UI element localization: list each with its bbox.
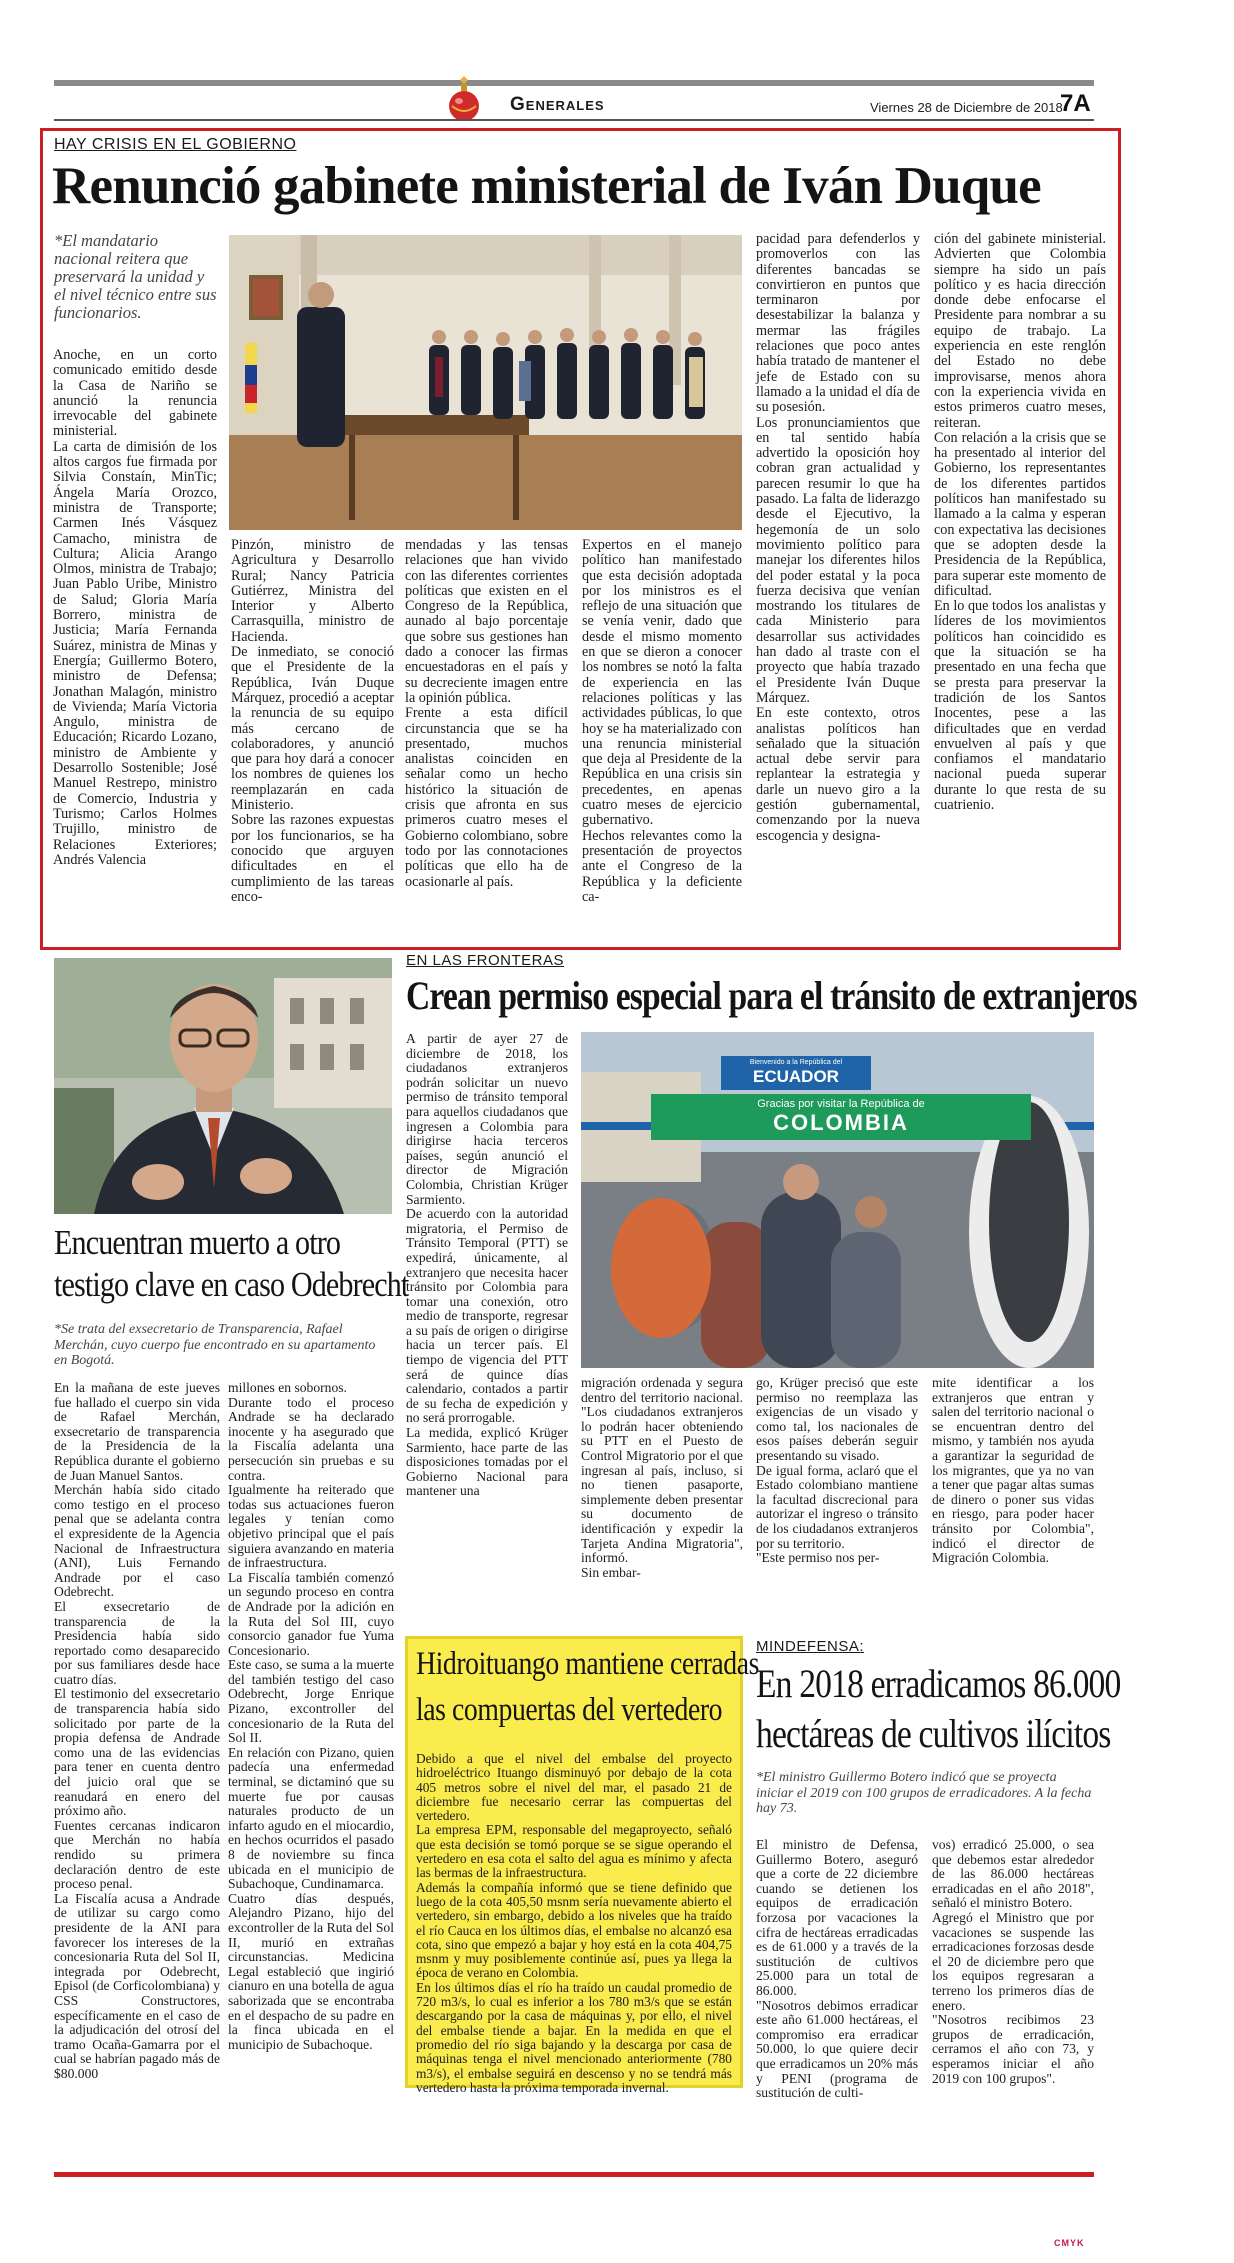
merchan-photo: [54, 958, 392, 1214]
sign-colombia-big: COLOMBIA: [773, 1110, 909, 1135]
mindefensa-col-1: El ministro de Defensa, Guillermo Botero, aseguró que a corte de 22 diciembre cuando se detienen los equipos de erradicación forzosa por vacaciones la cifra de hectáreas erradicadas es de 61.000 y a través de la sustitución de cultivos 25.000 para un total de 86.000. "Nosotros debimos erradicar este año 61.000 hectáreas, el compromiso era erradicar 50.000, lo que quiere decir que erradicamos un 20% más y PENI (programa de sustitución de culti-: [756, 1837, 918, 2101]
main-story-col-6: ción del gabinete ministerial. Advierten que Colombia siempre ha sido un país político y es hacia dirección donde debe enfocarse el Presidente para nombrar a su equipo de trabajo. La experiencia en este renglón del Estado no debe improvisarse, menos ahora con la experiencia vivida en estos primeros cuatro meses, reiteran. Con relación a la crisis que se ha presentado al interior del Gobierno, los representantes de los diferentes partidos políticos han manifestado su llamado a la calma y esperan con expectativa las decisiones que se adopten desde la Presidencia de la República, para superar este momento de dificultad. En lo que todos los analistas y líderes de los movimientos políticos han coincidido es que la situación se ha presentado en una fecha que se presta para preservar la tradición de los Santos Inocentes, pese a las dificultades que en verdad envuelven al país y que confiamos el mandatario nacional pueda superar durante lo que resta de su cuatrienio.: [934, 231, 1106, 813]
main-story-kicker: HAY CRISIS EN EL GOBIERNO: [54, 136, 297, 153]
main-story-lead: *El mandatario nacional reitera que preservará la unidad y el nivel técnico entre sus funcionarios.: [54, 231, 217, 322]
main-story-col-3: mendadas y las tensas relaciones que han vivido con las diferentes corrientes políticas que existen en el Congreso de la República, aunado al bajo porcentaje que sobre sus gestiones han dado a conocer las firmas encuestadoras en el país y su decreciente imagen entre la opinión pública. Frente a esta difícil circunstancia que se ha presentado, muchos analistas coinciden en señalar como un hecho histórico la situación de crisis que afronta en sus primeros cuatro meses el Gobierno colombiano, sobre todo por las connotaciones políticas que ello ha de ocasionarle al país.: [405, 537, 568, 890]
main-story-col-2: Pinzón, ministro de Agricultura y Desarrollo Rural; Nancy Patricia Gutiérrez, Ministra del Interior y Alberto Carrasquilla, ministro de Hacienda. De inmediato, se conoció que el Presidente de la República, Iván Duque Márquez, procedió a aceptar la renuncia de su equipo más cercano de colaboradores, y anunció que para hoy dará a conocer los nombres de quienes los reemplazarán en cada Ministerio. Sobre las razones expuestas por los funcionarios, se ha conocido que arguyen dificultades en el cumplimiento de las tareas enco-: [231, 537, 394, 905]
mindefensa-lead: *El ministro Guillermo Botero indicó que se proyecta iniciar el 2019 con 100 grupos de erradicadores. A la fecha hay 73.: [756, 1770, 1092, 1816]
issue-date: Viernes 28 de Diciembre de 2018: [870, 100, 1063, 115]
frontera-col-4: mite identificar a los extranjeros que entran y salen del territorio nacional o se encuentran dentro del mismo, y también nos ayuda a garantizar la seguridad de los migrantes, que ya no van a tener que pagar altas sumas de dinero o poner sus vidas en riesgo, para poder hacer tránsito por Colombia", indicó el director de Migración Colombia.: [932, 1375, 1094, 1566]
main-story-headline: Renunció gabinete ministerial de Iván Duque: [52, 157, 1041, 215]
footer-rule: [54, 2172, 1094, 2177]
odebrecht-col-2: millones en sobornos. Durante todo el proceso Andrade se ha declarado inocente y ha asegurado que la Fiscalía adelanta una persecución sin pruebas e su contra. Igualmente ha reiterado que todas sus actuaciones fueron legales y tenían como objetivo principal que el país siguiera avanzando en materia de infraestructura. La Fiscalía también comenzó un segundo proceso en contra de Andrade por la adición en la Ruta del Sol III, cuyo consorcio ganador fue Yuma Concesionario. Este caso, se suma a la muerte del también testigo del caso Odebrecht, Jorge Enrique Pizano, excontroller del concesionario de la Ruta del Sol II. En relación con Pizano, quien padecía una enfermedad terminal, se dictaminó que su muerte fue por causas naturales producto de un infarto agudo en el miocardio, en hechos ocurridos el pasado 8 de noviembre su finca ubicada en el municipio de Subachoque, Cundinamarca. Cuatro días después, Alejandro Pizano, hijo del excontroller de la Ruta del Sol II, murió en extrañas circunstancias. Medicina Legal estableció que ingirió cianuro en una botella de agua saborizada que se encontraba en el despacho de su padre en la finca ubicada en el municipio de Subachoque.: [228, 1380, 394, 2052]
odebrecht-col-1: En la mañana de este jueves fue hallado el cuerpo sin vida de Rafael Merchán, exsecretario de transparencia de la Presidencia de la República durante el gobierno de Juan Manuel Santos. Merchán había sido citado como testigo en el proceso penal que se adelanta contra el expresidente de la Agencia Nacional de Infraestructura (ANI), Luis Fernando Andrade por el caso Odebrecht. El exsecretario de transparencia de la Presidencia había sido reportado como desaparecido por sus familiares desde hace cuatro días. El testimonio del exsecretario de transparencia había sido solicitado por parte de la propia defensa de Andrade como una de las evidencias para tener en cuenta dentro del juicio oral que se reanudará en enero del próximo año. Fuentes cercanas indicaron que Merchán no había rendido su primera declaración dentro de este proceso penal. La Fiscalía acusa a Andrade de utilizar su cargo como presidente de la ANI para favorecer los intereses de la concesionaria Ruta del Sol II, integrada por Odebrecht, Episol (de Corficolombiana) y CSS Constructores, específicamente en el caso de la adjudicación del otrosí del tramo Ocaña-Gamarra por el cual se habrían pagado más de $80.000: [54, 1380, 220, 2081]
sign-ecuador: [721, 1056, 871, 1090]
odebrecht-headline-2: testigo clave en caso Odebrecht: [54, 1265, 409, 1304]
odebrecht-headline-1: Encuentran muerto a otro: [54, 1223, 341, 1262]
header-top-rule: [54, 80, 1094, 86]
sign-ecuador-small: Bienvenido a la República del: [749, 1059, 843, 1066]
section-name: Generales: [510, 94, 605, 115]
cmyk-mark: CMYK: [1054, 2238, 1085, 2248]
frontera-col-2: migración ordenada y segura dentro del territorio nacional. "Los ciudadanos extranjeros lo podrán hacer obteniendo su PTT en el Puesto de Control Migratorio por el que ingresan al país, incluso, si no tienen pasaporte, simplemente deben presentar su documento de identificación y expedir la Tarjeta Andina Migratoria", informó. Sin embar-: [581, 1375, 743, 1580]
frontera-col-3: go, Krüger precisó que este permiso no reemplaza las exigencias de un visado y como tal, los nacionales de esos países deberán seguir presentando su visado. De igual forma, aclaró que el Estado colombiano mantiene la facultad discrecional para autorizar el ingreso o tránsito de los ciudadanos extranjeros por su territorio. "Este permiso nos per-: [756, 1375, 918, 1566]
sign-ecuador-big: ECUADOR: [753, 1067, 839, 1086]
frontera-col-1: A partir de ayer 27 de diciembre de 2018, los ciudadanos extranjeros podrán solicitar un nuevo permiso de tránsito temporal para aquellos ciudadanos que ingresen a Colombia para dirigirse hacia terceros países, según anunció el director de Migración Colombia, Christian Krüger Sarmiento. De acuerdo con la autoridad migratoria, el Permiso de Tránsito Temporal (PTT) se expedirá, únicamente, al extranjero que necesita hacer tránsito por Colombia para tomar una conexión, otro medio de transporte, regresar a su país de origen o dirigirse hacia un tercer país. El tiempo de vigencia del PTT será de quince días calendario, contados a partir de su fecha de expedición y no será prorrogable. La medida, explicó Krüger Sarmiento, hace parte de las disposiciones tomadas por el Gobierno Nacional para mantener una: [406, 1031, 568, 1499]
ornament-icon: [446, 76, 482, 124]
mindefensa-headline-1: En 2018 erradicamos 86.000: [756, 1661, 1121, 1706]
page-number: 7A: [1060, 90, 1091, 117]
header-bottom-rule: [54, 119, 1094, 121]
sign-colombia-small: Gracias por visitar la República de: [757, 1098, 925, 1110]
frontera-kicker: EN LAS FRONTERAS: [406, 952, 565, 969]
border-photo: [581, 1032, 1094, 1368]
sign-colombia: [651, 1094, 1031, 1140]
hidro-body: Debido a que el nivel del embalse del proyecto hidroeléctrico Ituango disminuyó por debajo de la cota 405 metros sobre el nivel del mar, el pasado 21 de diciembre fue necesario cerrar las compuertas del vertedero. La empresa EPM, responsable del megaproyecto, señaló que esta decisión se tomó porque se se sigue operando el vertedero en esa cota el salto del agua es mínimo y afecta las bermas de la infraestructura. Además la compañía informó que se tiene definido que luego de la cota 405,50 msnm sería nuevamente abierto el vertedero, sin embargo, debido a los niveles que ha traído el río Cauca en los últimos días, el embalse no alcanzó esa cota, sino que empezó a bajar y hoy está en la cota 404,75 msnm y muy posiblemente continúe así, pues ya llega la época de verano en Colombia. En los últimos días el río ha traído un caudal promedio de 720 m3/s, lo cual es inferior a los 780 m3/s que se están descargando por la casa de máquinas y, por ello, el nivel del embalse tiende a bajar. En la medida en que el promedio del río siga bajando y la descarga por casa de máquinas tenga el nivel mencionado anteriormente (780 m3/s), el embalse seguirá en descenso y no se tendrá más vertedero hasta la próxima temporada invernal.: [416, 1751, 732, 2095]
hidro-headline-2: las compuertas del vertedero: [416, 1692, 723, 1728]
mindefensa-col-2: vos) erradicó 25.000, o sea que debemos estar alrededor de las 86.000 hectáreas erradicadas en el año 2018", señaló el ministro Botero. Agregó el Ministro que por vacaciones se suspende las erradicaciones forzosas desde el 20 de diciembre pero que los equipos regresaran a terreno los primeros días de enero. "Nosotros recibimos 23 grupos de erradicación, cerramos el año con 73, y esperamos iniciar el año 2019 con 100 grupos".: [932, 1837, 1094, 2086]
main-story-col-1: Anoche, en un corto comunicado emitido desde la Casa de Nariño se anunció la renuncia irrevocable del gabinete ministerial. La carta de dimisión de los altos cargos fue firmada por Silvia Constaín, MinTic; Ángela María Orozco, ministra de Transporte; Carmen Inés Vásquez Camacho, ministra de Cultura; Alicia Arango Olmos, ministra de Trabajo; Juan Pablo Uribe, Ministro de Salud; Gloria María Borrero, ministra de Justicia; María Fernanda Suárez, ministra de Minas y Energía; Guillermo Botero, ministro de Defensa; Jonathan Malagón, ministro de Vivienda; María Victoria Angulo, ministra de Educación; Ricardo Lozano, ministro de Ambiente y Desarrollo Sostenible; José Manuel Restrepo, ministro de Comercio, Industria y Turismo; Carlos Holmes Trujillo, ministro de Relaciones Exteriores; Andrés Valencia: [53, 347, 217, 868]
main-story-col-5: pacidad para defenderlos y promoverlos con las diferentes bancadas se convirtieron en puntos que terminaron por desestabilizar la balanza y mermar las frágiles relaciones que poco antes había tratado de mantener el jefe de Estado con su llamado a la unidad el día de su posesión. Los pronunciamientos que en tal sentido había advertido la oposición hoy cobran gran actualidad y parecen resumir lo que ha pasado. La falta de liderazgo desde el Ejecutivo, la hegemonía de un solo movimiento político para manejar los diferentes hilos del poder estatal y la poca fuerza decisiva que venían mostrando los titulares de cada Ministerio para desarrollar sus actividades han dado al traste con el proyecto que había trazado el Presidente Iván Duque Márquez. En este contexto, otros analistas políticos han señalado que la situación actual debe servir para replantear la estrategia y darle un nuevo giro a la gestión gubernamental, comenzando por la nueva escogencia y designa-: [756, 231, 920, 844]
odebrecht-lead: *Se trata del exsecretario de Transparencia, Rafael Merchán, cuyo cuerpo fue encontrado en su apartamento en Bogotá.: [54, 1322, 376, 1368]
frontera-headline: Crean permiso especial para el tránsito de extranjeros: [406, 973, 1137, 1018]
cabinet-photo: [229, 235, 742, 530]
main-story-col-4: Expertos en el manejo político han manifestado que esta decisión adoptada por los ministros es el reflejo de una situación que se venía venir, dado que desde el mismo momento en que se dieron a conocer los nombres se notó la falta de experiencia en las relaciones políticas y las actividades públicas, lo que hoy se ha materializado con una renuncia ministerial que deja al Presidente de la República en una crisis sin precedentes, en apenas cuatro meses de ejercicio gubernativo. Hechos relevantes como la presentación de proyectos ante el Congreso de la República y la deficiente ca-: [582, 537, 742, 905]
mindefensa-kicker: MINDEFENSA:: [756, 1638, 865, 1655]
hidro-headline-1: Hidroituango mantiene cerradas: [416, 1646, 759, 1682]
mindefensa-headline-2: hectáreas de cultivos ilícitos: [756, 1711, 1111, 1756]
